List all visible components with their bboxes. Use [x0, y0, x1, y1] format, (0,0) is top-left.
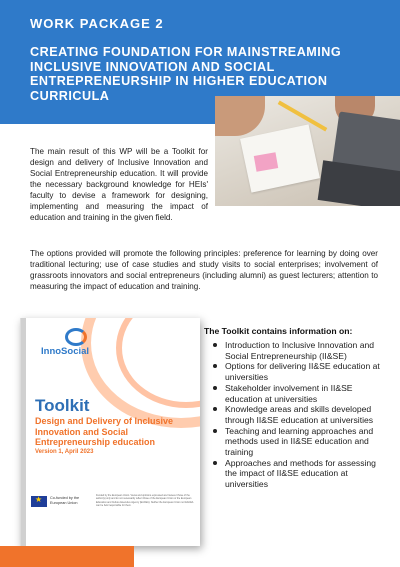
intro-paragraph: The main result of this WP will be a Toolkit for design and delivery of Inclusive Innovation and Social Entrepreneurship education. It will provide the necessary background knowledge for HEIs' faculty to devise a framework for designing, implementing and measuring the impact of education and training in the given field.	[30, 147, 208, 222]
toolkit-contents-list	[213, 340, 383, 490]
list-item-text: Options for delivering II&SE education at universities	[225, 361, 380, 383]
list-item	[213, 426, 383, 458]
work-package-label: WORK PACKAGE 2	[30, 16, 164, 31]
options-paragraph: The options provided will promote the following principles: preference for learning by doing over traditional lecturing; use of case studies and study visits to social enterprises; involvement of grassroots innovators and social entrepreneurs (including alumni) as guest lecturers; attention to measuring the impact of education and training.	[30, 249, 378, 291]
list-item-text: Approaches and methods for assessing the impact of II&SE education at universities	[225, 457, 376, 490]
cover-subtitle: Design and Delivery of Inclusive Innovation and Social Entrepreneurship education	[35, 416, 174, 447]
eu-funding-label: Co-funded by the European Union	[50, 496, 80, 505]
list-item-text: Stakeholder involvement in II&SE education at universities	[225, 382, 353, 404]
cover-logo-text: InnoSocial	[41, 346, 90, 357]
photo-hand	[215, 96, 265, 136]
bullet-icon	[213, 429, 217, 433]
desk-photo	[215, 96, 400, 206]
list-item	[213, 340, 383, 361]
list-item	[213, 404, 383, 425]
eu-flag-icon	[31, 496, 47, 507]
list-item	[213, 383, 383, 404]
bullet-icon	[213, 386, 217, 390]
work-package-title: CREATING FOUNDATION FOR MAINSTREAMING INCLUSIVE INNOVATION AND SOCIAL ENTREPRENEURSHIP IN HIGHER EDUCATION CURRICULA	[30, 45, 342, 103]
cover-version: Version 1, April 2023	[35, 449, 94, 455]
toolkit-list-title: The Toolkit contains information on:	[204, 326, 353, 336]
bullet-icon	[213, 343, 217, 347]
cover-disclaimer: Funded by the European Union. Views and opinions expressed are however those of the author(s) only and do not necessarily reflect those of the European Union or the European Education and Culture Executive Agency (EACEA). Neither the European Union nor EACEA can be held responsible for them.	[96, 494, 194, 507]
bullet-icon	[213, 407, 217, 411]
footer-accent-bar	[0, 546, 134, 567]
toolkit-cover	[20, 318, 200, 546]
bullet-icon	[213, 364, 217, 368]
list-item	[213, 361, 383, 382]
list-item-text: Introduction to Inclusive Innovation and Social Entrepreneurship (II&SE)	[225, 340, 375, 361]
list-item	[213, 458, 383, 490]
list-item-text: Teaching and learning approaches and methods used in II&SE education and training	[225, 425, 374, 458]
list-item-text: Knowledge areas and skills developed through II&SE education at universities	[225, 404, 374, 425]
photo-paper	[240, 124, 320, 192]
cover-spine	[21, 318, 26, 546]
innosocial-logo-icon	[65, 328, 87, 346]
cover-title: Toolkit	[35, 396, 90, 415]
bullet-icon	[213, 461, 217, 465]
